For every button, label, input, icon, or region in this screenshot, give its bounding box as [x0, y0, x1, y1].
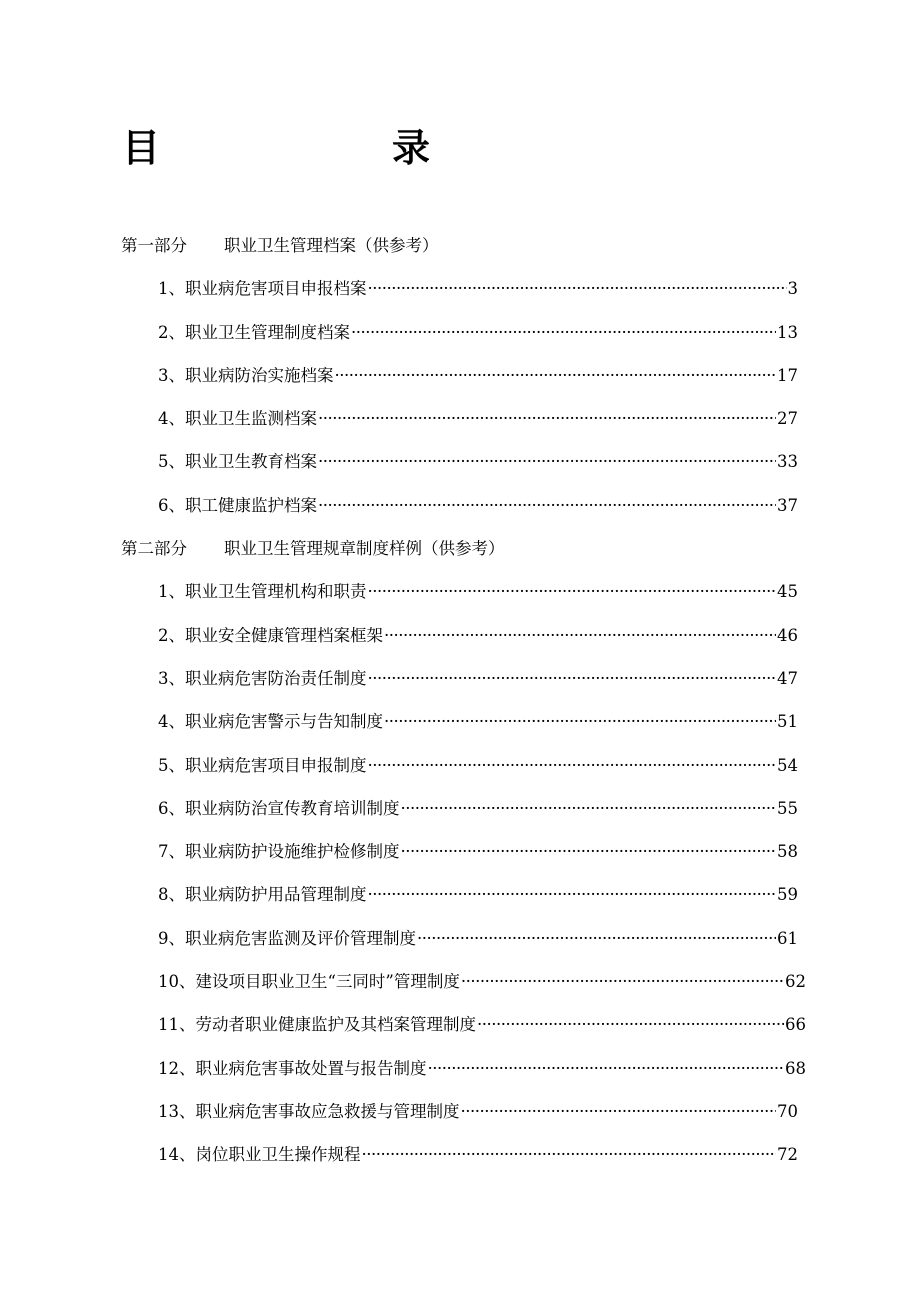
toc-entry[interactable] — [0, 1047, 806, 1090]
dot-leader — [318, 440, 776, 483]
toc-entry[interactable] — [0, 917, 798, 960]
toc-entry[interactable] — [0, 570, 798, 613]
toc-entry[interactable] — [0, 311, 798, 354]
section-name: 职业卫生管理规章制度样例（供参考） — [224, 539, 505, 559]
dot-leader — [368, 873, 777, 916]
toc-entry-page: 46 — [777, 625, 798, 645]
toc-entry-label: 13、职业病危害事故应急救援与管理制度 — [158, 1101, 460, 1121]
toc-entry-label: 3、职业病危害防治责任制度 — [158, 668, 367, 688]
toc-entry-page: 72 — [777, 1145, 798, 1165]
toc-entry-label: 3、职业病防治实施档案 — [158, 365, 334, 385]
toc-entry-page: 62 — [785, 972, 806, 992]
toc-entry[interactable] — [0, 1090, 798, 1133]
section-number: 第二部分 — [121, 539, 187, 559]
dot-leader — [461, 960, 784, 1003]
section-number: 第一部分 — [121, 236, 187, 255]
dot-leader — [401, 787, 777, 830]
toc-entry-page: 58 — [777, 842, 798, 862]
table-of-contents — [0, 224, 920, 1177]
toc-entry-label: 1、职业卫生管理机构和职责 — [158, 582, 367, 602]
dot-leader — [384, 700, 776, 743]
toc-entry[interactable] — [0, 960, 806, 1003]
toc-entry-label: 14、岗位职业卫生操作规程 — [158, 1145, 361, 1165]
dot-leader — [417, 917, 776, 960]
toc-entry-label: 10、建设项目职业卫生“三同时”管理制度 — [158, 972, 460, 992]
section-heading-2 — [0, 527, 920, 570]
dot-leader — [368, 744, 777, 787]
toc-entry-label: 6、职业病防治宣传教育培训制度 — [158, 798, 400, 818]
toc-entry[interactable] — [0, 267, 798, 310]
toc-entry-page: 33 — [777, 452, 798, 472]
toc-entry-page: 51 — [777, 712, 798, 732]
toc-entry-label: 8、职业病防护用品管理制度 — [158, 885, 367, 905]
toc-entry-label: 5、职业病危害项目申报制度 — [158, 755, 367, 775]
dot-leader — [401, 830, 777, 873]
toc-entry-label: 6、职工健康监护档案 — [158, 495, 317, 515]
dot-leader — [477, 1003, 784, 1046]
toc-entry-page: 3 — [787, 279, 798, 299]
toc-entry-page: 13 — [777, 322, 798, 342]
toc-entry-label: 9、职业病危害监测及评价管理制度 — [158, 928, 416, 948]
dot-leader — [368, 657, 777, 700]
toc-entry-label: 1、职业病危害项目申报档案 — [158, 279, 367, 299]
toc-entry-page: 68 — [785, 1058, 806, 1078]
toc-entry[interactable] — [0, 787, 798, 830]
dot-leader — [351, 311, 776, 354]
toc-entry-label: 4、职业卫生监测档案 — [158, 409, 317, 429]
toc-entry[interactable] — [0, 700, 798, 743]
toc-entry-page: 27 — [777, 409, 798, 429]
toc-entry-page: 37 — [777, 495, 798, 515]
toc-entry-label: 7、职业病防护设施维护检修制度 — [158, 842, 400, 862]
toc-entry[interactable] — [0, 484, 798, 527]
toc-entry[interactable] — [0, 744, 798, 787]
dot-leader — [368, 570, 777, 613]
toc-entry-label: 2、职业卫生管理制度档案 — [158, 322, 350, 342]
toc-entry-page: 55 — [777, 798, 798, 818]
dot-leader — [461, 1090, 777, 1133]
toc-entry[interactable] — [0, 873, 798, 916]
toc-entry-label: 11、劳动者职业健康监护及其档案管理制度 — [158, 1015, 476, 1035]
dot-leader — [362, 1133, 777, 1176]
dot-leader — [368, 267, 787, 310]
toc-entry[interactable] — [0, 1133, 798, 1176]
toc-entry-page: 17 — [777, 365, 798, 385]
toc-entry-page: 45 — [777, 582, 798, 602]
page-title: 目 录 — [122, 125, 483, 170]
dot-leader — [384, 614, 776, 657]
toc-entry-page: 61 — [777, 928, 798, 948]
toc-entry[interactable] — [0, 614, 798, 657]
section-heading-1 — [0, 224, 920, 267]
toc-entry-label: 4、职业病危害警示与告知制度 — [158, 712, 383, 732]
toc-entry-page: 59 — [777, 885, 798, 905]
toc-entry[interactable] — [0, 354, 798, 397]
dot-leader — [318, 397, 776, 440]
toc-entry[interactable] — [0, 397, 798, 440]
dot-leader — [428, 1047, 785, 1090]
toc-entry[interactable] — [0, 440, 798, 483]
section-name: 职业卫生管理档案（供参考） — [224, 236, 439, 255]
toc-entry-label: 2、职业安全健康管理档案框架 — [158, 625, 383, 645]
toc-entry-page: 70 — [777, 1101, 798, 1121]
dot-leader — [318, 484, 776, 527]
toc-entry[interactable] — [0, 830, 798, 873]
toc-entry-page: 47 — [777, 668, 798, 688]
toc-entry[interactable] — [0, 1003, 806, 1046]
toc-entry-label: 12、职业病危害事故处置与报告制度 — [158, 1058, 427, 1078]
dot-leader — [335, 354, 777, 397]
toc-entry-page: 66 — [785, 1015, 806, 1035]
toc-entry[interactable] — [0, 657, 798, 700]
toc-entry-page: 54 — [777, 755, 798, 775]
toc-entry-label: 5、职业卫生教育档案 — [158, 452, 317, 472]
